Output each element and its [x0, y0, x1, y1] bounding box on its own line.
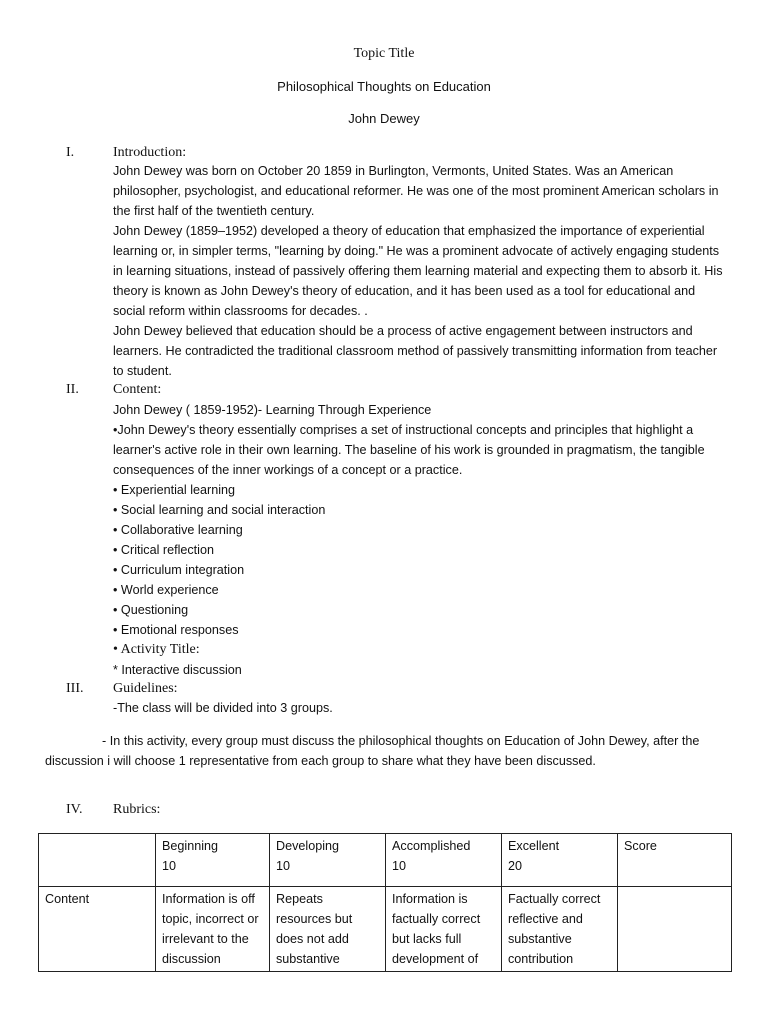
list-item: • World experience — [113, 583, 219, 597]
list-item: • Critical reflection — [113, 543, 214, 557]
header-cell: Developing 10 — [270, 834, 386, 887]
list-item: • Experiential learning — [113, 483, 236, 497]
intro-paragraph: John Dewey believed that education should be a process of active engagement between instructors and learners. He contradicted the traditional classroom method of passively transmitting information from teacher to student. — [113, 324, 718, 378]
section-number-intro: I. — [66, 145, 75, 160]
list-item: • Questioning — [113, 603, 189, 617]
header-cell: Excellent 20 — [502, 834, 618, 887]
section-heading-content: Content: — [113, 382, 162, 397]
list-item: • Collaborative learning — [113, 523, 243, 537]
table-row — [39, 887, 732, 972]
table-cell — [618, 887, 732, 972]
document-subtitle: Philosophical Thoughts on Education — [277, 79, 491, 94]
section-heading-intro: Introduction: — [113, 145, 187, 160]
content-paragraph: •John Dewey's theory essentially comprises a set of instructional concepts and principles that highlight a learner's active role in their own learning. The baseline of his work is grounded in pragmatism, the tangible consequences of the inner workings of a concept or a practice. — [113, 423, 705, 477]
activity-item: * Interactive discussion — [113, 663, 242, 677]
rubric-table — [38, 833, 732, 972]
table-cell: Content — [39, 887, 156, 972]
table-header-row — [39, 834, 732, 887]
header-cell — [39, 834, 156, 887]
author-name: John Dewey — [348, 111, 420, 126]
guidelines-line: -The class will be divided into 3 groups. — [113, 701, 333, 715]
topic-title: Topic Title — [353, 46, 415, 61]
content-body — [113, 400, 723, 680]
guidelines-paragraph: - In this activity, every group must discuss the philosophical thoughts on Education of John Dewey, after the discussion i will choose 1 representative from each group to share what they have been discussed. — [45, 734, 700, 768]
header-cell: Beginning 10 — [156, 834, 270, 887]
intro-paragraph: John Dewey (1859–1952) developed a theory of education that emphasized the importance of experiential learning or, in simpler terms, "learning by doing." He was a prominent advocate of actively engaging students in learning situations, instead of passively offering them learning material and expecting them to absorb it. His theory is known as John Dewey's theory of education, and it has been used as a tool for educational and social reform within classrooms for decades. . — [113, 224, 723, 318]
section-heading-guidelines: Guidelines: — [113, 681, 178, 696]
intro-paragraph: John Dewey was born on October 20 1859 in Burlington, Vermonts, United States. Was an American philosopher, psychologist, and educational reformer. He was one of the most prominent American scholars in the first half of the twentieth century. — [113, 164, 719, 218]
concept-list — [113, 480, 723, 640]
table-cell: Information is factually correct but lacks full development of — [386, 887, 502, 972]
section-number-rubrics: IV. — [66, 802, 83, 817]
guidelines-paragraph-wrap — [45, 731, 745, 771]
list-item: • Curriculum integration — [113, 563, 245, 577]
table-cell: Repeats resources but does not add substantive — [270, 887, 386, 972]
list-item: • Emotional responses — [113, 623, 239, 637]
table-cell: Information is off topic, incorrect or irrelevant to the discussion — [156, 887, 270, 972]
section-number-guidelines: III. — [66, 681, 84, 696]
section-heading-rubrics: Rubrics: — [113, 802, 161, 817]
table-cell: Factually correct reflective and substantive contribution — [502, 887, 618, 972]
content-subheading: John Dewey ( 1859-1952)- Learning Through Experience — [113, 403, 432, 417]
section-number-content: II. — [66, 382, 79, 397]
list-item: • Social learning and social interaction — [113, 503, 326, 517]
header-cell: Score — [618, 834, 732, 887]
header-cell: Accomplished 10 — [386, 834, 502, 887]
intro-body — [113, 161, 723, 381]
activity-title: • Activity Title: — [113, 642, 200, 657]
